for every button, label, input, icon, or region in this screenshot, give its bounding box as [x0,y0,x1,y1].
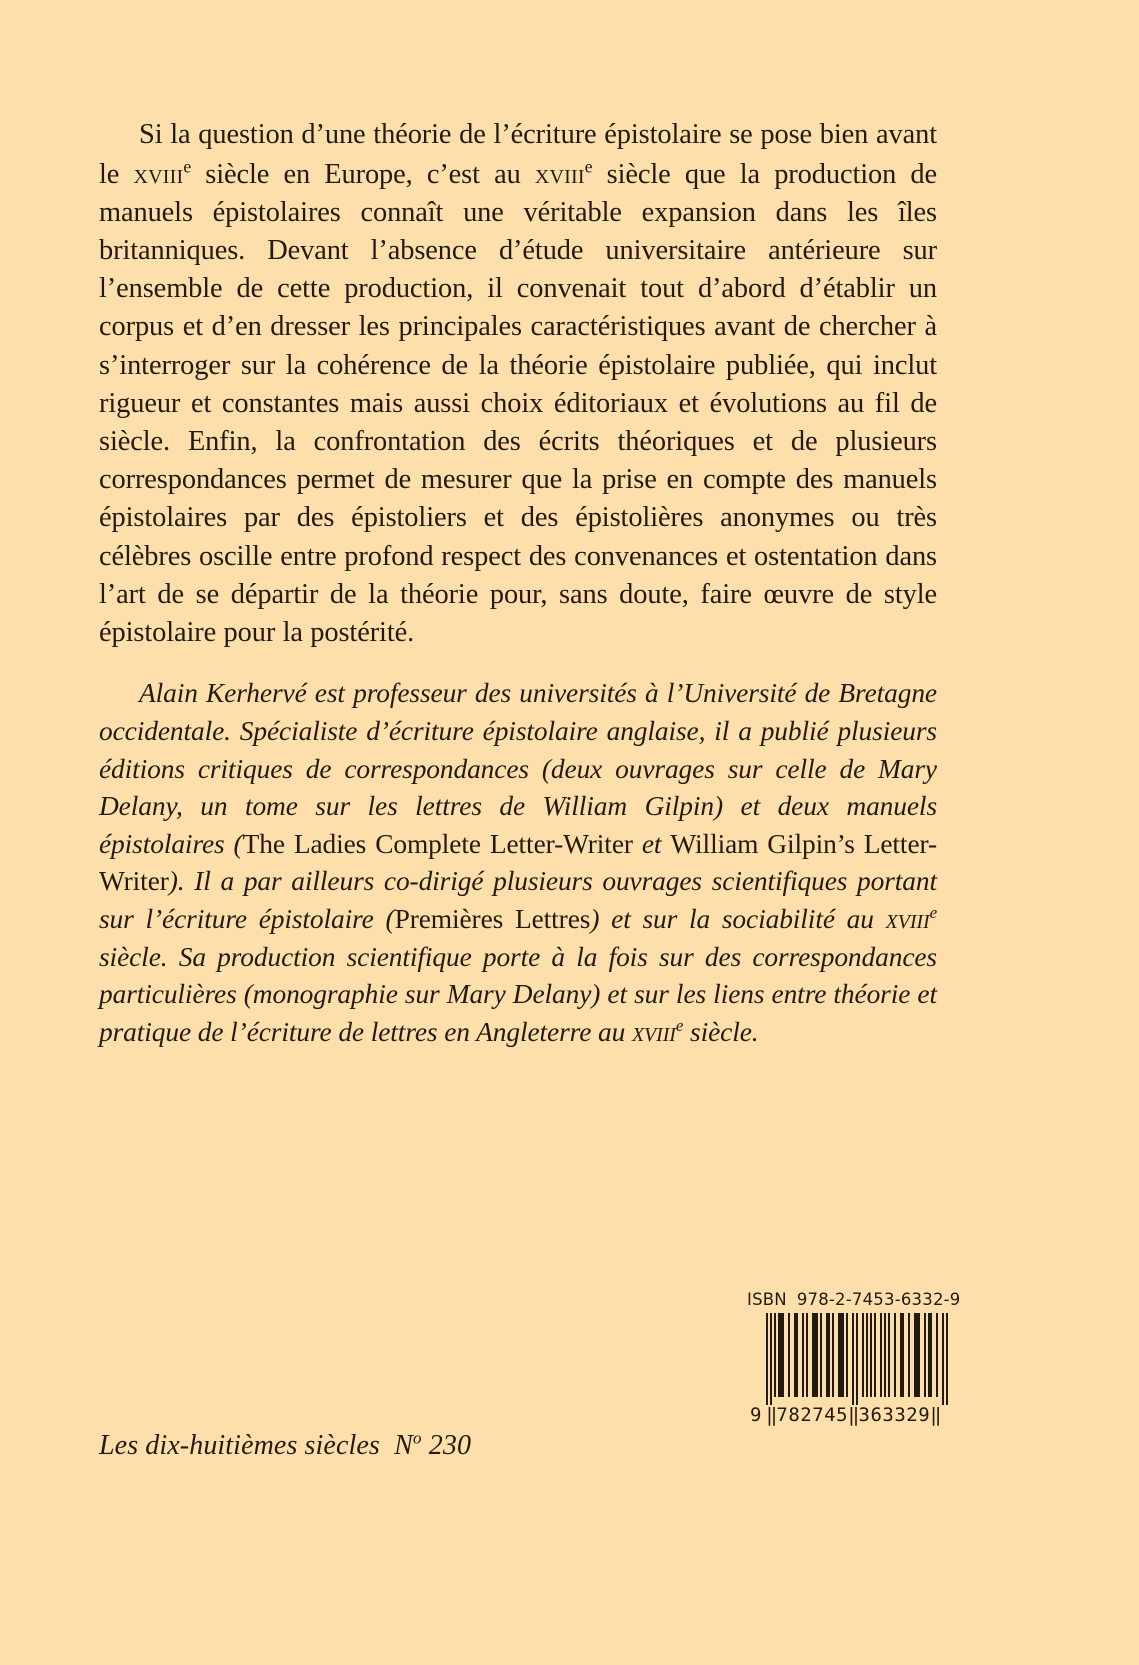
series-name: Les dix-huitièmes siècles [99,1430,380,1461]
series-number: 230 [428,1430,472,1461]
bio-text-run: Alain Kerhervé est professeur des universités à l’Université de Bretagne occidentale. Spécialiste d’écriture épistolaire anglaise, il a publié plusieurs éditions critiques de correspondances (deux ouvrages sur celle de Mary Delany, un tome sur les lettres de William Gilpin) et deux manuels épistolaires ( [99,678,937,859]
blurb-century-smallcaps: xviii [534,157,585,190]
series-number-ordinal: o [412,1428,422,1448]
bio-text-run: et [632,828,671,859]
back-cover-blurb [99,116,937,652]
blurb-ordinal-suffix: e [584,156,593,177]
bio-ordinal-suffix: e [929,902,937,922]
blurb-text-run: siècle en Europe, c’est au [191,158,535,190]
blurb-text-run: Si la question d’une théorie de l’écriture épistolaire se pose bien avant le [99,119,937,190]
barcode-digit-lead: 9 [750,1404,762,1426]
isbn-barcode-block [742,1290,961,1426]
bio-ordinal-suffix: e [675,1015,684,1035]
bio-text-run: ). Il a par ailleurs co-dirigé plusieurs ouvrages scientifiques portant sur l’écriture épistolaire ( [99,866,937,934]
barcode-digits-right: 363329 [858,1404,931,1426]
isbn-label: ISBN [747,1290,787,1309]
blurb-ordinal-suffix: e [183,156,192,177]
bio-work-title: William Gilpin’s Letter-Writer [99,828,937,897]
bio-century-smallcaps: xviii [631,1016,676,1048]
isbn-line [747,1290,961,1309]
blurb-century-smallcaps: xviii [133,157,184,190]
series-line [99,1430,471,1462]
barcode-digits [750,1404,952,1426]
barcode-guard-center: ‖ [848,1404,859,1426]
ean13-barcode [750,1313,952,1426]
series-number-prefix: $N^o$ 230 [394,1428,472,1461]
author-biography [99,675,937,1051]
isbn-number: 978-2-7453-6332-9 [796,1290,961,1309]
bio-text-run: siècle. Sa production scientifique porte à la fois sur des correspondances particulières (monographie sur Mary Delany) et sur les liens entre théorie et pratique de l’écriture de lettres en Angleterre au [99,941,937,1047]
barcode-bars-icon [764,1313,952,1405]
barcode-guard-right: ‖ [930,1404,941,1426]
blurb-text-run: siècle que la production de manuels épistolaires connaît une véritable expansion dans les îles britanniques. Devant l’absence d’étude universitaire antérieure sur l’ensemble de cette production, il convenait tout d’abord d’établir un corpus et d’en dresser les principales caractéristiques avant de chercher à s’interroger sur la cohérence de la théorie épistolaire publiée, qui inclut rigueur et constantes mais aussi choix éditoriaux et évolutions au fil de siècle. Enfin, la confrontation des écrits théoriques et de plusieurs correspondances permet de mesurer que la prise en compte des manuels épistolaires par des épistoliers et des épistolières anonymes ou très célèbres oscille entre profond respect des convenances et ostentation dans l’art de se départir de la théorie pour, sans doute, faire œuvre de style épistolaire pour la postérité. [99,158,937,649]
bio-text-run: ) et sur la sociabilité au [590,903,886,934]
barcode-digits-left: 782745 [776,1404,849,1426]
bio-work-title: Premières Lettres [394,903,591,934]
bio-work-title: The Ladies Complete Letter-Writer [242,828,633,859]
barcode-guard-left: ‖ [765,1404,777,1426]
bio-century-smallcaps: xviii [885,903,930,935]
bio-text-run: siècle. [683,1016,759,1047]
